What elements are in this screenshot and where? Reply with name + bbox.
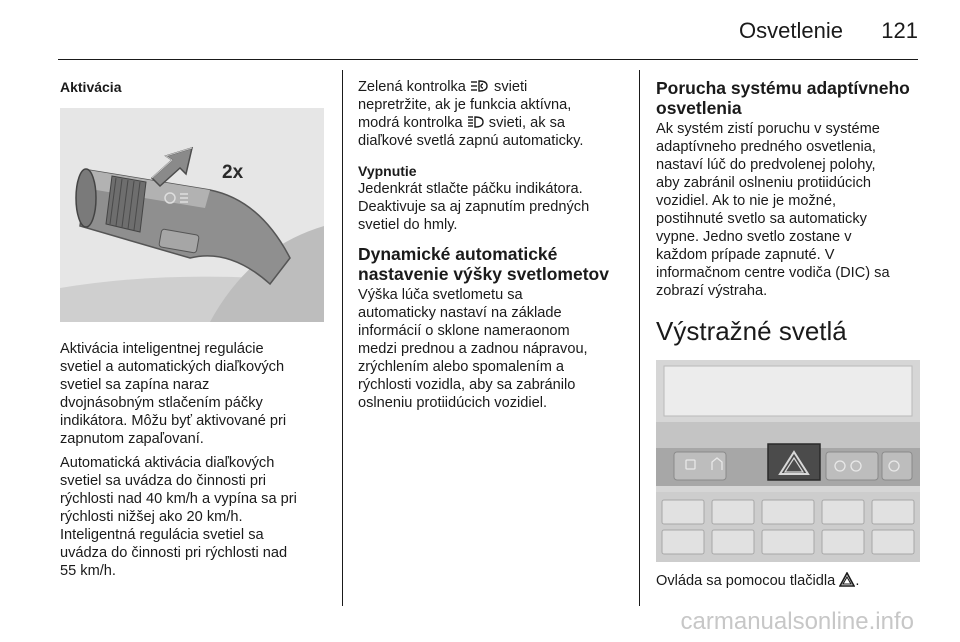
column-2 [358, 70, 620, 418]
caption-period: . [855, 573, 860, 589]
text-green-indicator: Zelená kontrolka [358, 79, 466, 95]
paragraph-indicator-lights [358, 78, 620, 150]
text-high-beam-auto: svieti, ak sa diaľkové svetlá zapnú automaticky. [358, 115, 584, 149]
heading-hazard-lights: Výstražné svetlá [656, 316, 847, 346]
high-beam-icon [467, 115, 485, 129]
hazard-warning-icon [839, 572, 855, 587]
indicator-lever-figure [60, 108, 324, 322]
paragraph-activation-2: Automatická aktivácia diaľkových svetiel sa uvádza do činnosti pri rýchlosti nad 40 km/h a vypína sa pri rýchlosti nižšej ako 20 km/h. Inteligentná regulácia svetiel sa uvádza do činnosti pri rýchlosti nad 55 km/h. [60, 455, 297, 579]
hazard-button-figure [656, 360, 920, 562]
heading-deactivation: Vypnutie [358, 163, 417, 179]
page-header [0, 0, 960, 62]
heading-dynamic-leveling: Dynamické automatické nastavenie výšky svetlometov [358, 244, 609, 284]
section-title: Osvetlenie [739, 18, 843, 43]
heading-activation: Aktivácia [60, 79, 122, 95]
column-divider-2 [639, 70, 640, 606]
column-3 [656, 70, 920, 596]
caption-hazard-button [656, 572, 920, 590]
paragraph-adaptive-fault: Ak systém zistí poruchu v systéme adaptívneho predného osvetlenia, nastaví lúč do predvolenej polohy, aby zabránil oslneniu protiidúcich vozidiel. Ak to nie je možné, postihnuté svetlo sa automaticky vypne. Jedno svetlo zostane v každom prípade zapnuté. V informačnom centre vodiča (DIC) sa zobrazí výstraha. [656, 121, 890, 299]
text-blue-indicator: svieti nepretržite, ak je funkcia aktívna, modrá kontrolka [358, 79, 572, 131]
center-console-illustration [656, 360, 920, 562]
paragraph-activation-1: Aktivácia inteligentnej regulácie svetiel a automatických diaľkových svetiel sa zapína naraz dvojnásobným stlačením páčky indikátora. Môžu byť aktivované pri zapnutom zapaľovaní. [60, 341, 287, 447]
heading-adaptive-fault: Porucha systému adaptívneho osvetlenia [656, 78, 910, 118]
paragraph-deactivation: Jedenkrát stlačte páčku indikátora. Deaktivuje sa aj zapnutím predných svetiel do hmly. [358, 181, 590, 233]
header-rule [58, 59, 918, 60]
indicator-lever-illustration [60, 108, 324, 322]
footer-watermark: carmanualsonline.info [680, 608, 914, 635]
double-press-label: 2x [222, 162, 244, 183]
caption-text: Ovláda sa pomocou tlačidla [656, 573, 836, 589]
page-number: 121 [881, 18, 918, 43]
column-1 [60, 70, 328, 586]
high-beam-assist-icon [470, 79, 490, 93]
column-divider-1 [342, 70, 343, 606]
paragraph-dynamic-leveling: Výška lúča svetlometu sa automaticky nastaví na základe informácií o sklone nameraonom medzi prednou a zadnou nápravou, zrýchlením alebo spomalením a rýchlosti vozidla, aby sa zabránilo oslneniu protiidúcich vozidiel. [358, 287, 588, 411]
